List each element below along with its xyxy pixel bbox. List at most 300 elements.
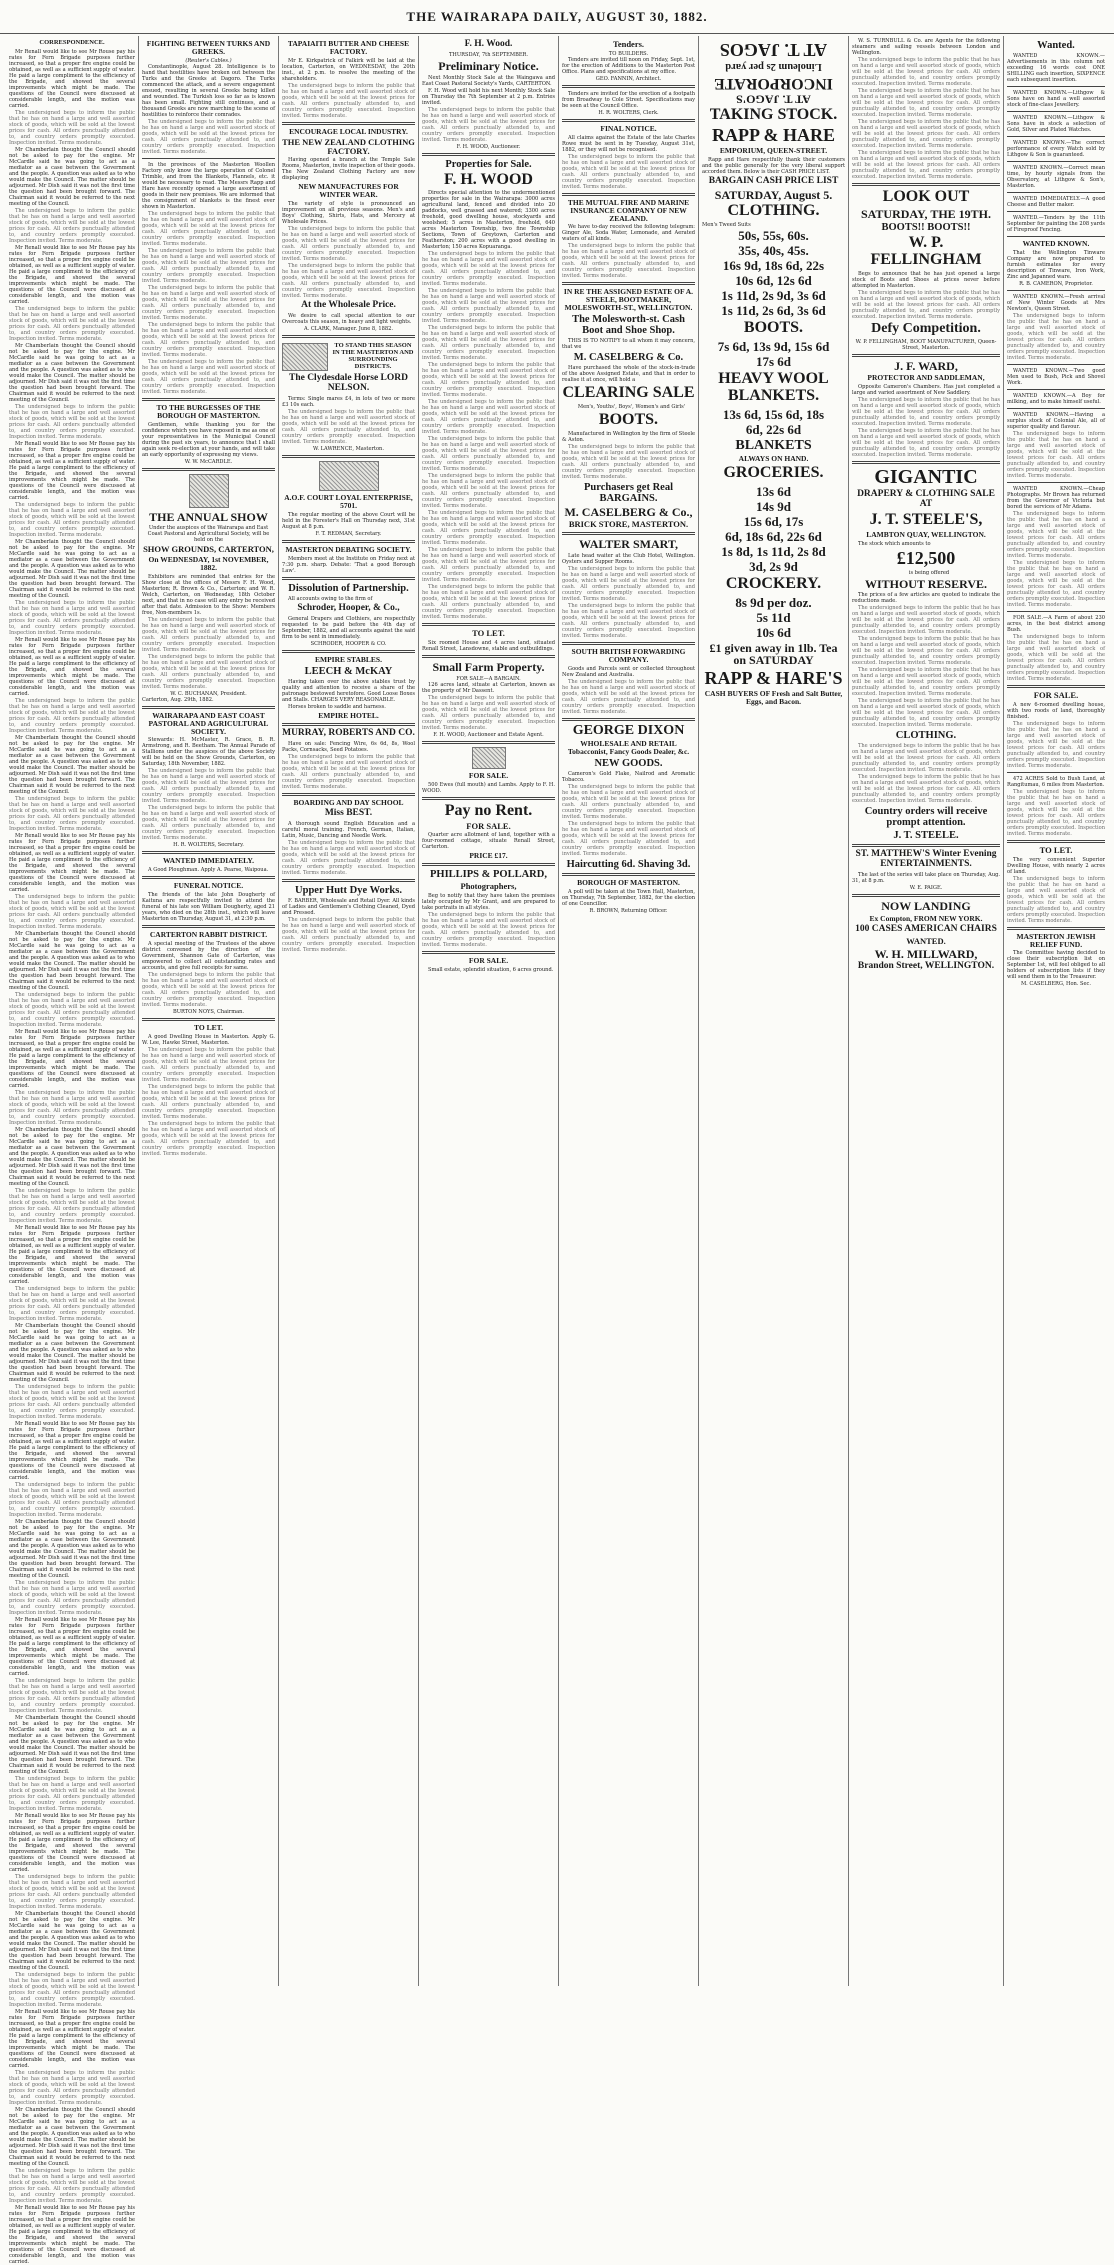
jewish-relief-title: MASTERTON JEWISH RELIEF FUND. [1016,931,1096,949]
tinware-signature: R. B. CAMERON, Proprietor. [1019,280,1093,287]
wanted-immediately-body: A Good Ploughman. Apply A. Pearse, Waipoua. [148,867,269,874]
purchasers-title: Purchasers get Real BARGAINS. [583,481,674,504]
filler-text: The undersigned begs to inform the public that he has on hand a large and well assorted stock of goods, which will be sold at the lowest prices for cash. All orders punctually attended to, and country orders promptly executed. Inspection invited. Terms moderate. [9,501,135,538]
wanted-immediately-title: WANTED IMMEDIATELY. [163,856,254,866]
divider [1007,611,1105,612]
divider [562,718,695,721]
wanted-column-title: Wanted. [1037,40,1075,51]
photographers-sub: Photographers, [460,881,517,892]
divider [852,354,1000,357]
phillips-pollard-title: PHILLIPS & POLLARD, [430,869,547,881]
rapp-hare-footer-sub: CASH BUYERS OF Fresh and Salt Butter, Eggs, and Bacon. [704,688,843,706]
correspondence-body-2: Mr Chamberlain thought the Council should not be asked to pay for the engine. Mr McCardle said he was going to act as a mediator as a case between the Government and the people. A question was asked as to who would make the Council. The matter should be adjourned. Mr Dish said it was not the first time the question had been brought forward. The Chairman said it would be referred to the next meeting of the Council. [9,2106,135,2167]
brick-store-sub: BRICK STORE, MASTERTON. [568,519,689,530]
price-line: 1s 8d, 1s 11d, 2s 8d [721,543,826,559]
wanted-ad: WANTED KNOWN.—Having a surplus stock of Colonial Ale, all of superior quality and flavour. [1007,411,1105,430]
steele-body: The stock which amounts to [858,540,931,547]
pay-no-rent-price: PRICE £17. [469,851,508,861]
small-farm-title: Small Farm Property. [432,660,545,675]
divider [1007,86,1105,87]
dissolution-body: All accounts owing to the firm of [288,596,373,603]
price-list-title: BARGAIN CASH PRICE LIST [708,175,839,186]
south-british-body: Goods and Parcels sent or collected throughout New Zealand and Australia. [562,665,695,678]
boarding-school-title: BOARDING AND DAY SCHOOL [293,797,404,807]
filler-text: The undersigned begs to inform the public that he has on hand a large and well assorted stock of goods, which will be sold at the lowest prices for cash. All orders punctually attended to, and country orders promptly executed. Inspection invited. Terms moderate. [562,678,695,715]
to-let-title: TO LET. [472,628,505,639]
new-goods-title: NEW GOODS. [594,758,663,770]
divider [1007,840,1105,843]
filler-text: The undersigned begs to inform the public that he has on hand a large and well assorted stock of goods, which will be sold at the lowest prices for cash. All orders punctually attended to, and country orders promptly executed. Inspection invited. Terms moderate. [9,599,135,636]
to-let-body: Six roomed House and 4 acres land, situated Renall Street, Lansdowne, stable and outbuildings. [422,640,555,653]
filler-text: The undersigned begs to inform the public that he has on hand a large and well assorted stock of goods, which will be sold at the lowest prices for cash. All orders punctually attended to, and country orders promptly executed. Inspection invited. Terms moderate. [9,1089,135,1126]
for-sale-title: FOR SALE. [1033,689,1079,700]
filler-text: The undersigned begs to inform the public that he has on hand a large and well assorted stock of goods, which will be sold at the lowest prices for cash. All orders punctually attended to, and country orders promptly executed. Inspection invited. Terms moderate. [9,1383,135,1420]
divider [852,844,1000,847]
filler-text: The undersigned begs to inform the public that he has on hand a large and well assorted stock of goods, which will be sold at the lowest prices for cash. All orders punctually attended to, and country orders promptly executed. Inspection invited. Terms moderate. [562,602,695,639]
filler-text: The undersigned begs to inform the public that he has on hand a large and well assorted stock of goods, which will be sold at the lowest prices for cash. All orders punctually attended to, and country orders promptly executed. Inspection invited. Terms moderate. [142,247,275,284]
ward-title: J. F. WARD, [894,358,958,373]
filler-text: The undersigned begs to inform the public that he has on hand a large and well assorted stock of goods, which will be sold at the lowest prices for cash. All orders punctually attended to, and country orders promptly executed. Inspection invited. Terms moderate. [852,774,1000,805]
boots-boots-title: BOOTS!! BOOTS!! [881,222,971,234]
filler-text: The undersigned begs to inform the public that he has on hand a large and well assorted stock of goods, which will be sold at the lowest prices for cash. All orders punctually attended to, and country orders promptly executed. Inspection invited. Terms moderate. [9,1481,135,1518]
pay-no-rent-title: Pay no Rent. [444,801,533,819]
divider [852,461,1000,464]
divider [1007,685,1105,688]
filler-text: The undersigned begs to inform the public that he has on hand a large and well assorted stock of goods, which will be sold at the lowest prices for cash. All orders punctually attended to, and country orders promptly executed. Inspection invited. Terms moderate. [422,362,555,399]
mirrored-advert-jagos-2: AT T. JAGO'S [736,92,811,107]
divider [1007,482,1105,483]
clothing-factory-title: THE NEW ZEALAND CLOTHING FACTORY. [282,136,415,156]
empire-stables-title: EMPIRE STABLES. [315,654,382,664]
divider [562,642,695,645]
defy-competition-title: Defy Competition. [871,321,981,336]
millward-title: W. H. MILLWARD, [874,946,978,961]
taking-stock-title: TAKING STOCK. [709,106,838,124]
preliminary-notice-body: Next Monthly Stock Sale at the Waingawa and East Coast Pastoral Society's Yards, CARTERTON. [422,74,555,87]
filler-text: The undersigned begs to inform the public that he has on hand a large and well assorted stock of goods, which will be sold at the lowest prices for cash. All orders punctually attended to, and country orders promptly executed. Inspection invited. Terms moderate. [282,409,415,446]
wanted-ad: WANTED KNOWN.—Correct mean time, by hourly signals from the Observatory, at Lithgow & Son's, Masterton. [1007,165,1105,190]
filler-text: The undersigned begs to inform the public that he has on hand a large and well assorted stock of goods, which will be sold at the lowest prices for cash. All orders punctually attended to, and country orders promptly executed. Inspection invited. Terms moderate. [142,210,275,247]
divider [1007,136,1105,137]
ewes-for-sale-body: 500 Ewes (full mouth) and Lambs. Apply to F. H. WOOD. [422,781,555,794]
correspondence-body-2: Mr Chamberlain thought the Council should not be asked to pay for the engine. Mr McCardle said he was going to act as a mediator as a case between the Government and the people. A question was asked as to who would make the Council. The matter should be adjourned. Mr Dish said it was not the first time the question had been brought forward. The Chairman said it would be referred to the next meeting of the Council. [9,930,135,991]
correspondence-body: Mr Renall would like to see Mr Rouse pay his rates for Fern Brigade purposes further increased, so that a proper fire engine could be obtained, as well as a sufficient supply of water. He paid a large compliment to the efficiency of the Brigade, and showed the several improvements which might be made. The questions of the Council were discussed at considerable length, and the motion was carried. [9,1812,135,1873]
filler-text: The undersigned begs to inform the public that he has on hand a large and well assorted stock of goods, which will be sold at the lowest prices for cash. All orders punctually attended to, and country orders promptly executed. Inspection invited. Terms moderate. [852,667,1000,698]
clothing-factory-body: Having opened a branch at the Temple Sale Rooms, Masterton, invite inspection of their goods. The New Zealand Clothing Factory are now displaying [282,157,415,182]
divider [142,398,275,401]
st-matthews-signature: W. E. PAIGE. [909,885,943,892]
divider [562,532,695,535]
filler-text: The undersigned begs to inform the public that he has on hand a large and well assorted stock of goods, which will be sold at the lowest prices for cash. All orders punctually attended to, and country orders promptly executed. Inspection invited. Terms moderate. [1007,559,1105,608]
filler-text: The undersigned begs to inform the public that he has on hand a large and well assorted stock of goods, which will be sold at the lowest prices for cash. All orders punctually attended to, and country orders promptly executed. Inspection invited. Terms moderate. [422,106,555,143]
millward-sub: Brandon Street, WELLINGTON. [857,961,995,972]
steele-offered: is being offered [908,569,950,576]
wholesale-signature: A. CLARK, Manager. June 8, 1882. [303,326,393,333]
crockery-section-title: CROCKERY. [725,574,822,592]
divider [422,623,555,626]
price-line: 15s 6d, 17s [743,513,804,529]
correspondence-body-2: Mr Chamberlain thought the Council should not be asked to pay for the engine. Mr McCardle said he was going to act as a mediator as a case between the Government and the people. A question was asked as to who would make the Council. The matter should be adjourned. Mr Dish said it was not the first time the question had been brought forward. The Chairman said it would be referred to the next meeting of the Council. [9,1714,135,1775]
filler-text: The undersigned begs to inform the public that he has on hand a large and well assorted stock of goods, which will be sold at the lowest prices for cash. All orders punctually attended to, and country orders promptly executed. Inspection invited. Terms moderate. [142,1083,275,1120]
price-line: 5s 11d [756,609,791,625]
society-signature: H. R. WOLTERS, Secretary. [173,842,244,849]
debating-society-title: MASTERTON DEBATING SOCIETY. [285,545,412,555]
filler-text: The undersigned begs to inform the public that he has on hand a large and well assorted stock of goods, which will be sold at the lowest prices for cash. All orders punctually attended to, and country orders promptly executed. Inspection invited. Terms moderate. [9,1873,135,1910]
without-reserve-title: WITHOUT RESERVE. [864,576,988,591]
correspondence-body: Mr Renall would like to see Mr Rouse pay his rates for Fern Brigade purposes further increased, so that a proper fire engine could be obtained, as well as a sufficient supply of water. He paid a large compliment to the efficiency of the Brigade, and showed the several improvements which might be made. The questions of the Council were discussed at considerable length, and the motion was carried. [9,1616,135,1677]
filler-text: The undersigned begs to inform the public that he has on hand a large and well assorted stock of goods, which will be sold at the lowest prices for cash. All orders punctually attended to, and country orders promptly executed. Inspection invited. Terms moderate. [1007,430,1105,479]
blankets-section-title: HEAVY WOOL BLANKETS. [718,370,829,404]
groceries-section-title: GROCERIES. [723,464,824,482]
miss-best-title: Miss BEST. [324,807,373,818]
filler-text: The undersigned begs to inform the public that he has on hand a large and well assorted stock of goods, which will be sold at the lowest prices for cash. All orders punctually attended to, and country orders promptly executed. Inspection invited. Terms moderate. [142,284,275,321]
filler-text: The undersigned begs to inform the public that he has on hand a large and well assorted stock of goods, which will be sold at the lowest prices for cash. All orders punctually attended to, and country orders promptly executed. Inspection invited. Terms moderate. [142,358,275,395]
lord-nelson-signature: W. LAWRENCE, Masterton. [313,446,384,453]
mirrored-advert-linoleum: Linoleum 2s per yard [725,60,822,72]
correspondence-body: Mr Renall would like to see Mr Rouse pay his rates for Fern Brigade purposes further increased, so that a proper fire engine could be obtained, as well as a sufficient supply of water. He paid a large compliment to the efficiency of the Brigade, and showed the several improvements which might be made. The questions of the Council were discussed at considerable length, and the motion was carried. [9,1420,135,1481]
filler-text: The undersigned begs to inform the public that he has on hand a large and well assorted stock of goods, which will be sold at the lowest prices for cash. All orders punctually attended to, and country orders promptly executed. Inspection invited. Terms moderate. [562,153,695,190]
divider [562,873,695,876]
rabbit-district-title: CARTERTON RABBIT DISTRICT. [149,930,268,940]
leech-mckay-body: Having taken over the above stables trust by quality and attention to receive a share of the patronage bestowed heretofore. Good Loose Boxes and Stalls. CHARGES VERY REASONABLE. [282,678,415,703]
price-line: 16s 9d, 18s 6d, 22s [722,258,825,274]
filler-text: The undersigned begs to inform the public that he has on hand a large and well assorted stock of goods, which will be sold at the lowest prices for cash. All orders punctually attended to, and country orders promptly executed. Inspection invited. Terms moderate. [422,325,555,362]
burgesses-title: TO THE BURGESSES OF THE BOROUGH OF MASTERTON. [156,402,261,420]
divider [562,193,695,196]
annual-show-title: THE ANNUAL SHOW [149,509,268,524]
george-dixon-sub: WHOLESALE AND RETAIL Tobacconist, Fancy Goods Dealer, &c. [567,739,690,757]
schroder-hooper-title: Schroder, Hooper, & Co., [297,603,400,614]
clearing-sale-title: CLEARING SALE [562,384,695,402]
filler-text: The undersigned begs to inform the public that he has on hand a large and well assorted stock of goods, which will be sold at the lowest prices for cash. All orders punctually attended to, and country orders promptly executed. Inspection invited. Terms moderate. [852,397,1000,428]
filler-text: The undersigned begs to inform the public that he has on hand a large and well assorted stock of goods, which will be sold at the lowest prices for cash. All orders punctually attended to, and country orders promptly executed. Inspection invited. Terms moderate. [9,1775,135,1812]
st-matthews-title: ST. MATTHEW'S Winter Evening ENTERTAINMENTS. [855,849,997,870]
new-goods-body: Cameron's Gold Flake, Nailrod and Aromatic Tobacco. [562,771,695,784]
wanted-ad: WANTED KNOWN.—Two good Men used to Bush, Pick and Shovel Work. [1007,367,1105,386]
filler-text: The undersigned begs to inform the public that he has on hand a large and well assorted stock of goods, which will be sold at the lowest prices for cash. All orders punctually attended to, and country orders promptly executed. Inspection invited. Terms moderate. [9,1579,135,1616]
divider [142,1018,275,1021]
divider [142,851,275,854]
price-line: 7s 6d, 13s 9d, 15s 6d [717,339,830,355]
steele-clothing-title: CLOTHING. [895,730,957,742]
dye-works-title: Upper Hutt Dye Works. [295,884,402,896]
to-let-title: TO LET. [1039,844,1073,855]
society-body: Stewards: H. McMaster, R. Grace, B. R. Armstrong, and R. Beetham. The Annual Parade of Stallions under the auspices of the above Society will be held on the Show Grounds, Carterton, on Saturday, 18th November, 1882. [142,737,275,768]
filler-text: The undersigned begs to inform the public that he has on hand a large and well assorted stock of goods, which will be sold at the lowest prices for cash. All orders punctually attended to, and country orders promptly executed. Inspection invited. Terms moderate. [562,565,695,602]
filler-text: The undersigned begs to inform the public that he has on hand a large and well assorted stock of goods, which will be sold at the lowest prices for cash. All orders punctually attended to, and country orders promptly executed. Inspection invited. Terms moderate. [282,226,415,263]
divider [142,468,275,471]
small-estate-title: FOR SALE. [468,956,509,966]
price-line: 35s, 40s, 45s. [738,243,809,259]
masthead [0,0,1114,34]
filler-text: The undersigned begs to inform the public that he has on hand a large and well assorted stock of goods, which will be sold at the lowest prices for cash. All orders punctually attended to, and country orders promptly executed. Inspection invited. Terms moderate. [422,473,555,510]
filler-text: The undersigned begs to inform the public that he has on hand a large and well assorted stock of goods, which will be sold at the lowest prices for cash. All orders punctually attended to, and country orders promptly executed. Inspection invited. Terms moderate. [852,605,1000,636]
divider [142,706,275,709]
burgesses-signature: W. W. McCARDLE. [184,458,233,465]
bush-land-body: 472 ACRES Sold to Bush Land, at Rangitumau, 6 miles from Masterton. [1007,775,1105,788]
foresters-emblem [319,461,379,491]
price-line: 6d, 22s 6d [745,421,802,437]
leech-mckay-title: LEECH & McKAY [304,665,393,677]
now-landing-title: NOW LANDING [881,899,971,914]
filler-text: The undersigned begs to inform the public that he has on hand a large and well assorted stock of goods, which will be sold at the lowest prices for cash. All orders punctually attended to, and country orders promptly executed. Inspection invited. Terms moderate. [1007,312,1105,361]
court-loyal-signature: F. T. REDMAN, Secretary. [315,531,382,538]
jewish-relief-signature: M. CASELBERG, Hon. Sec. [1020,981,1092,988]
correspondence-body: Mr Renall would like to see Mr Rouse pay his rates for Fern Brigade purposes further increased, so that a proper fire engine could be obtained, as well as a sufficient supply of water. He paid a large compliment to the efficiency of the Brigade, and showed the several improvements which might be made. The questions of the Council were discussed at considerable length, and the motion was carried. [9,636,135,697]
filler-text: The undersigned begs to inform the public that he has on hand a large and well assorted stock of goods, which will be sold at the lowest prices for cash. All orders punctually attended to, and country orders promptly executed. Inspection invited. Terms moderate. [142,321,275,358]
gigantic-sub: DRAPERY & CLOTHING SALE AT [857,489,995,510]
price-line: 10s 6d, 12s 6d [735,273,812,289]
filler-text: The undersigned begs to inform the public that he has on hand a large and well assorted stock of goods, which will be sold at the lowest prices for cash. All orders punctually attended to, and country orders promptly executed. Inspection invited. Terms moderate. [562,784,695,821]
fellingham-body: Begs to announce that he has just opened a large stock of Boots and Shoes at prices never before attempted in Masterton. [852,271,1000,289]
divider [1007,211,1105,212]
filler-text: The undersigned begs to inform the public that he has on hand a large and well assorted stock of goods, which will be sold at the lowest prices for cash. All orders punctually attended to, and country orders promptly executed. Inspection invited. Terms moderate. [142,616,275,653]
filler-text: The undersigned begs to inform the public that he has on hand a large and well assorted stock of goods, which will be sold at the lowest prices for cash. All orders punctually attended to, and country orders promptly executed. Inspection invited. Terms moderate. [1007,510,1105,559]
to-let-body: A good Dwelling House in Masterton. Apply G. W. Lee, Hawke Street, Masterton. [142,1033,275,1046]
small-farm-sub: FOR SALE—A BARGAIN. [456,675,521,682]
borough-title: BOROUGH OF MASTERTON. [577,878,680,888]
boots-section-title: BOOTS. [743,319,804,337]
pay-no-rent-body: Quarter acre allotment of land, together with a four-roomed cottage, situate Renall Street, Carterton. [422,832,555,851]
divider [562,119,695,122]
horse-illustration [282,343,328,371]
divider [282,723,415,726]
filler-text: The undersigned begs to inform the public that he has on hand a large and well assorted stock of goods, which will be sold at the lowest prices for cash. All orders punctually attended to, and country orders promptly executed. Inspection invited. Terms moderate. [852,428,1000,459]
filler-text: The undersigned begs to inform the public that he has on hand a large and well assorted stock of goods, which will be sold at the lowest prices for cash. All orders punctually attended to, and country orders promptly executed. Inspection invited. Terms moderate. [422,436,555,473]
tenders-signature: GEO. FANNIN, Architect. [595,75,662,82]
filler-text: The undersigned begs to inform the public that he has on hand a large and well assorted stock of goods, which will be sold at the lowest prices for cash. All orders punctually attended to, and country orders promptly executed. Inspection invited. Terms moderate. [282,753,415,790]
clothing-section-title: CLOTHING. [727,202,820,220]
filler-text: The undersigned begs to inform the public that he has on hand a large and well assorted stock of goods, which will be sold at the lowest prices for cash. All orders punctually attended to, and country orders promptly executed. Inspection invited. Terms moderate. [852,290,1000,320]
haircutting-title: Haircutting 6d. Shaving 3d. [566,859,691,871]
country-orders-title: Country orders will receive prompt attention. [864,806,988,829]
american-chairs-title: 100 CASES AMERICAN CHAIRS [855,923,997,934]
divider [282,793,415,796]
filler-text: The undersigned begs to inform the public that he has on hand a large and well assorted stock of goods, which will be sold at the lowest prices for cash. All orders punctually attended to, and country orders promptly executed. Inspection invited. Terms moderate. [852,150,1000,180]
correspondence-heading: CORRESPONDENCE. [39,39,105,46]
filler-text: The undersigned begs to inform the public that he has on hand a large and well assorted stock of goods, which will be sold at the lowest prices for cash. All orders punctually attended to, and country orders promptly executed. Inspection invited. Terms moderate. [852,88,1000,118]
miss-best-body: A thorough sound English Education and a careful moral training. French, German, Italian, Latin, Music, Dancing and Needle Work. [282,820,415,839]
filler-text: The undersigned begs to inform the public that he has on hand a large and well assorted stock of goods, which will be sold at the lowest prices for cash. All orders punctually attended to, and country orders promptly executed. Inspection invited. Terms moderate. [562,821,695,858]
small-farm-body: 126 acres land, situate at Carterton, known as the property of Mr Dassent. [422,681,555,694]
filler-text: The undersigned begs to inform the public that he has on hand a large and well assorted stock of goods, which will be sold at the lowest prices for cash. All orders punctually attended to, and country orders promptly executed. Inspection invited. Terms moderate. [9,2069,135,2106]
divider [1007,408,1105,409]
blankets-sub: ALWAYS ON HAND. [738,454,809,464]
filler-text: The undersigned begs to inform the public that he has on hand a large and well assorted stock of goods, which will be sold at the lowest prices for cash. All orders punctually attended to, and country orders promptly executed. Inspection invited. Terms moderate. [562,243,695,280]
steele-stock-value: £12,500 [896,547,956,568]
phillips-pollard-body: Beg to notify that they have taken the premises lately occupied by Mr Grant, and are prepared to take portraits in all styles. [422,893,555,912]
correspondence-body: Mr Renall would like to see Mr Rouse pay his rates for Fern Brigade purposes further increased, so that a proper fire engine could be obtained, as well as a sufficient supply of water. He paid a large compliment to the efficiency of the Brigade, and showed the several improvements which might be made. The questions of the Council were discussed at considerable length, and the motion was carried. [9,2008,135,2069]
newspaper-page [6,36,1108,2265]
rabbit-district-signature: BURTON NOYS, Chairman. [172,1009,245,1016]
filler-text: The undersigned begs to inform the public that he has on hand a large and well assorted stock of goods, which will be sold at the lowest prices for cash. All orders punctually attended to, and country orders promptly executed. Inspection invited. Terms moderate. [142,1046,275,1083]
borough-body: A poll will be taken at the Town Hall, Masterton, on Thursday, 7th September, 1882, for the election of one Councillor. [562,888,695,907]
column-5 [559,36,699,1986]
price-line: 13s 6d [755,483,792,499]
burgesses-body: Gentlemen, while thanking you for the confidence which you have reposed in me as one of your representatives in the Municipal Council during the past six years, to announce that I shall again seek re-election at your hands, and will take an early opportunity of expressing my views. [142,421,275,458]
steele-title: J. T. STEELE'S, [869,511,983,529]
divider [1007,192,1105,193]
filler-text: The undersigned begs to inform the public that he has on hand a large and well assorted stock of goods, which will be sold at the lowest prices for cash. All orders punctually attended to, and country orders promptly executed. Inspection invited. Terms moderate. [422,510,555,547]
sheep-illustration [472,747,506,769]
divider [562,85,695,88]
tea-giveaway-title: £1 given away in 1lb. Tea on SATURDAY [709,640,838,668]
wanted-title: WANTED. [906,935,946,946]
filler-text: The undersigned begs to inform the public that he has on hand a large and well assorted stock of goods, which will be sold at the lowest prices for cash. All orders punctually attended to, and country orders promptly executed. Inspection invited. Terms moderate. [9,991,135,1028]
funeral-notice-title: FUNERAL NOTICE. [173,881,244,891]
divider [1007,290,1105,291]
filler-text: The undersigned begs to inform the public that he has on hand a large and well assorted stock of goods, which will be sold at the lowest prices for cash. All orders punctually attended to, and country orders promptly executed. Inspection invited. Terms moderate. [142,805,275,842]
schroder-hooper-signature: SCHRODER, HOOPER & CO. [310,640,387,647]
filler-text: The undersigned begs to inform the public that he has on hand a large and well assorted stock of goods, which will be sold at the lowest prices for cash. All orders punctually attended to, and country orders promptly executed. Inspection invited. Terms moderate. [422,694,555,731]
lord-nelson-body: Terms: Single mares £4, in lots of two or more £3 10s each. [282,396,415,409]
rabbit-district-body: A special meeting of the Trustees of the above district convened by the direction of the Government, Shannon Gate of Carterton, was empowered to collect all outstanding rates and accounts, and give full receipts for same. [142,941,275,972]
filler-text: The undersigned begs to inform the public that he has on hand a large and well assorted stock of goods, which will be sold at the lowest prices for cash. All orders punctually attended to, and country orders promptly executed. Inspection invited. Terms moderate. [282,916,415,953]
news-source: (Reuter's Cables.) [185,57,232,64]
ewes-for-sale-title: FOR SALE. [468,770,509,780]
correspondence-body: Mr Renall would like to see Mr Rouse pay his rates for Fern Brigade purposes further increased, so that a proper fire engine could be obtained, as well as a sufficient supply of water. He paid a large compliment to the efficiency of the Brigade, and showed the several improvements which might be made. The questions of the Council were discussed at considerable length, and the motion was carried. [9,48,135,109]
rapp-hare-title: RAPP & HARE [712,125,835,146]
price-line: 8s 9d per doz. [735,594,812,610]
filler-text: The undersigned begs to inform the public that he has on hand a large and well assorted stock of goods, which will be sold at the lowest prices for cash. All orders punctually attended to, and country orders promptly executed. Inspection invited. Terms moderate. [9,207,135,244]
divider [282,577,415,580]
fh-wood-large-title: F. H. WOOD [444,170,533,188]
court-loyal-title: A.O.F. COURT LOYAL ENTERPRISE, 5701. [284,493,413,511]
st-matthews-body: The last of the series will take place on Thursday, Aug. 31, at 8 p.m. [852,872,1000,885]
news-body-woollen: In the provinces of the Masterton Woollen Factory only know the large operation of Colonel Trimble, and from the Blankets, Flannels, etc. it would be necessary to read. The Messrs Rapp and Hare have recently opened a large assortment of goods in their new premises. We are informed that the consignment of blankets is the finest ever shown in Masterton. [142,161,275,210]
divider [282,879,415,882]
filler-text: The undersigned begs to inform the public that he has on hand a large and well assorted stock of goods, which will be sold at the lowest prices for cash. All orders punctually attended to, and country orders promptly executed. Inspection invited. Terms moderate. [9,2167,135,2204]
dye-works-body: F. BARBER, Wholesale and Retail Dyer. All kinds of Ladies and Gentlemen's Clothing Cleaned, Dyed and Pressed. [282,897,415,916]
divider [1007,364,1105,365]
show-signature: W. C. BUCHANAN, President. [170,690,247,697]
filler-text: The undersigned begs to inform the public that he has on hand a large and well assorted stock of goods, which will be sold at the lowest prices for cash. All orders punctually attended to, and country orders promptly executed. Inspection invited. Terms moderate. [9,403,135,440]
filler-text: The undersigned begs to inform the public that he has on hand a large and well assorted stock of goods, which will be sold at the lowest prices for cash. All orders punctually attended to, and country orders promptly executed. Inspection invited. Terms moderate. [1007,788,1105,837]
filler-text: The undersigned begs to inform the public that he has on hand a large and well assorted stock of goods, which will be sold at the lowest prices for cash. All orders punctually attended to, and country orders promptly executed. Inspection invited. Terms moderate. [422,288,555,325]
rapp-hare-footer-title: RAPP & HARE'S [704,667,843,688]
stock-sale-signature: F. H. WOOD, Auctioneer. [456,143,521,150]
wanted-ad: WANTED.—Tenders by the 11th September for painting the 208 yards of Fireproof Fencing. [1007,215,1105,234]
correspondence-body: Mr Renall would like to see Mr Rouse pay his rates for Fern Brigade purposes further increased, so that a proper fire engine could be obtained, as well as a sufficient supply of water. He paid a large compliment to the efficiency of the Brigade, and showed the several improvements which might be made. The questions of the Council were discussed at considerable length, and the motion was carried. [9,1224,135,1285]
wanted-ad: WANTED KNOWN.—A Boy for milking, and to make himself useful. [1007,392,1105,405]
court-loyal-body: The regular meeting of the above Court will be held in the Forester's Hall on Thursday next, 31st August at 8 p.m. [282,512,415,531]
jewish-relief-body: The Committee having decided to close their subscription list on September 1st, will feel obliged to all holders of subscription lists if they will send them in to the Treasurer. [1007,950,1105,981]
filler-text: The undersigned begs to inform the public that he has on hand a large and well assorted stock of goods, which will be sold at the lowest prices for cash. All orders punctually attended to, and country orders promptly executed. Inspection invited. Terms moderate. [9,795,135,832]
filler-text: The undersigned begs to inform the public that he has on hand a large and well assorted stock of goods, which will be sold at the lowest prices for cash. All orders punctually attended to, and country orders promptly executed. Inspection invited. Terms moderate. [9,109,135,146]
blankets-title: BLANKETS [735,437,812,453]
final-notice-body: All claims against the Estate of the late Charles Rowe must be sent in by Tuesday, August 31st, 1882, or they will not be recognised. [562,134,695,153]
correspondence-body-2: Mr Chamberlain thought the Council should not be asked to pay for the engine. Mr McCardle said he was going to act as a mediator as a case between the Government and the people. A question was asked as to who would make the Council. The matter should be adjourned. Mr Dish said it was not the first time the question had been brought forward. The Chairman said it would be referred to the next meeting of the Council. [9,146,135,207]
divider [142,925,275,928]
divider [282,455,415,458]
column-1 [6,36,139,2265]
divider [282,650,415,653]
divider [282,335,415,338]
divider [422,741,555,744]
show-date-line: Carterton, Aug. 29th, 1882. [142,696,214,703]
filler-text: The undersigned begs to inform the public that he has on hand a large and well assorted stock of goods, which will be sold at the lowest prices for cash. All orders punctually attended to, and country orders promptly executed. Inspection invited. Terms moderate. [9,1285,135,1322]
filler-text: The undersigned begs to inform the public that he has on hand a large and well assorted stock of goods, which will be sold at the lowest prices for cash. All orders punctually attended to, and country orders promptly executed. Inspection invited. Terms moderate. [142,653,275,690]
fh-wood-title: F. H. Wood. [464,39,513,49]
mirrored-advert-jagos: AT T. JAGOS [719,39,828,60]
south-british-title: SOUTH BRITISH FORWARDING COMPANY. [571,646,686,664]
to-let-body: The very convenient Superior Dwelling House, with nearly 2 acres of land. [1007,856,1105,875]
wanted-ad: WANTED KNOWN.—Advertisements in this column not exceeding 16 words cost ONE SHILLING each insertion, SIXPENCE each subsequent insertion. [1007,53,1105,84]
wanted-ad: FOR SALE.—A Farm of about 230 acres, in the best district among Bush. [1007,614,1105,633]
schroder-hooper-body: General Drapers and Clothiers, are respectfully requested to be paid before the 4th day of September, 1882, and all accounts against the said firm to be sent in immediately. [282,615,415,640]
rapp-hare-body: Rapp and Hare respectfully thank their customers and the public generally for the very liberal support accorded them. Below is their CASH PRICE LIST. [702,156,845,175]
butter-factory-title: TAPAIAITI BUTTER AND CHEESE FACTORY. [287,39,410,56]
for-sale-body: A new 6-roomed dwelling house, with two roods of land, thoroughly finished. [1007,701,1105,720]
show-date: On WEDNESDAY, 1st NOVEMBER, 1882. [148,555,269,572]
mutual-fire-body: We have to-day received the following telegram: Ginger Ale, Soda Water, Lemonade, and Aerated waters of all kinds. [562,224,695,243]
filler-text: The undersigned begs to inform the public that he has on hand a large and well assorted stock of goods, which will be sold at the lowest prices for cash. All orders punctually attended to, and country orders promptly executed. Inspection invited. Terms moderate. [9,1971,135,2008]
correspondence-body: Mr Renall would like to see Mr Rouse pay his rates for Fern Brigade purposes further increased, so that a proper fire engine could be obtained, as well as a sufficient supply of water. He paid a large compliment to the efficiency of the Brigade, and showed the several improvements which might be made. The questions of the Council were discussed at considerable length, and the motion was carried. [9,832,135,893]
boots-body: Manufactured in Wellington by the firm of Steele & Aston. [562,430,695,443]
small-estate-body: Small estate, splendid situation, 6 acres ground. [428,967,554,974]
saturday-title: SATURDAY, THE 19TH. [860,206,992,221]
correspondence-body-2: Mr Chamberlain thought the Council should not be asked to pay for the engine. Mr McCardle said he was going to act as a mediator as a case between the Government and the people. A question was asked as to who would make the Council. The matter should be adjourned. Mr Dish said it was not the first time the question had been brought forward. The Chairman said it would be referred to the next meeting of the Council. [9,1126,135,1187]
winter-wear-body: The variety of style is pronounced an improvement on all previous seasons. Men's and Boys' Clothing, Shirts, Hats, and Mercery at Wholesale Prices. [282,201,415,226]
column-7 [849,36,1004,1986]
column-4 [419,36,559,1986]
filler-text: The undersigned begs to inform the public that he has on hand a large and well assorted stock of goods, which will be sold at the lowest prices for cash. All orders punctually attended to, and country orders promptly executed. Inspection invited. Terms moderate. [852,743,1000,774]
pay-no-rent-sub: FOR SALE. [466,820,511,831]
tenders-sub: TO BUILDERS. [608,50,649,57]
wanted-ad: WANTED KNOWN.—The correct performance of every Watch sold by Lithgow & Son is guaranteed. [1007,140,1105,159]
filler-text: The undersigned begs to inform the public that he has on hand a large and well assorted stock of goods, which will be sold at the lowest prices for cash. All orders punctually attended to, and country orders promptly executed. Inspection invited. Terms moderate. [852,57,1000,87]
divider [1007,389,1105,390]
properties-title: Properties for Sale. [445,158,532,170]
price-line: 14s 9d [755,498,792,514]
divider [422,655,555,658]
filler-text: The undersigned begs to inform the public that he has on hand a large and well assorted stock of goods, which will be sold at the lowest prices for cash. All orders punctually attended to, and country orders promptly executed. Inspection invited. Terms moderate. [282,82,415,119]
wanted-ad: WANTED KNOWN.—Fresh arrival of New Winter Goods at Mrs Newton's, Queen Street. [1007,293,1105,312]
now-landing-sub: Ex Compton, FROM NEW YORK. [869,913,983,923]
tenders-body: Tenders are invited till noon on Friday, Sept. 1st, for the erection of Additions to the Masterton Post Office. Plans and specifications at my office. [562,56,695,75]
divider [1007,161,1105,162]
stock-sale-body: F. H. Wood will hold his next Monthly Stock Sale on Thursday the 7th September at 2 p.m. Entries invited. [422,87,555,106]
correspondence-body: Mr Renall would like to see Mr Rouse pay his rates for Fern Brigade purposes further increased, so that a proper fire engine could be obtained, as well as a sufficient supply of water. He paid a large compliment to the efficiency of the Brigade, and showed the several improvements which might be made. The questions of the Council were discussed at considerable length, and the motion was carried. [9,2204,135,2265]
column-3 [279,36,419,1986]
show-body: Exhibitors are reminded that entries for the Show close at the offices of Messrs F. H. Wood, Masterton; R. Brown & Co., Carterton; and W. R. Welch, Carterton, on Wednesday, 18th October next, and that in no case will any entry be received after that date. Admission to the Show: Members free, Non-members 1s. [142,573,275,616]
without-reserve-body: The prices of a few articles are quoted to indicate the reductions made. [852,592,1000,605]
molesworth-title: The Molesworth-st. Cash Boot and Shoe Shop. [572,314,685,337]
funeral-notice-body: The friends of the late John Dougherty of Kaituna are respectfully invited to attend the funeral of his late son William Dougherty, aged 21 years, who died on the 28th inst., which will leave Masterton on Thursday, August 31, at 2:30 p.m. [142,892,275,923]
divider [852,183,1000,186]
lord-nelson-title: The Clydesdale Horse LORD NELSON. [288,373,408,394]
filler-text: The undersigned begs to inform the public that he has on hand a large and well assorted stock of goods, which will be sold at the lowest prices for cash. All orders punctually attended to, and country orders promptly executed. Inspection invited. Terms moderate. [422,399,555,436]
news-title-fighting: FIGHTING BETWEEN TURKS AND GREEKS. [146,39,271,56]
wanted-ad: WANTED IMMEDIATELY.—A good Cheese and Butter maker. [1007,196,1105,209]
steele-sub: LAMBTON QUAY, WELLINGTON. [866,529,986,539]
filler-text: The undersigned begs to inform the public that he has on hand a large and well assorted stock of goods, which will be sold at the lowest prices for cash. All orders punctually attended to, and country orders promptly executed. Inspection invited. Terms moderate. [282,263,415,300]
price-list-date: SATURDAY, August 5. [714,187,833,202]
footpath-signature: H. R. WOLTERS, Clerk. [598,109,659,116]
filler-text: The undersigned begs to inform the public that he has on hand a large and well assorted stock of goods, which will be sold at the lowest prices for cash. All orders punctually attended to, and country orders promptly executed. Inspection invited. Terms moderate. [142,768,275,805]
divider [282,122,415,125]
price-line: 3d, 2s 9d [749,558,798,574]
divider [142,876,275,879]
molesworth-body: THIS IS TO NOTIFY to all whom it may concern, that we [562,338,695,351]
preliminary-notice-title: Preliminary Notice. [438,58,539,73]
price-line: 1s 11d, 2s 9d, 3s 6d [721,288,826,304]
clearing-sale-body: Men's, Youths', Boys', Women's and Girls' [577,403,686,410]
column-6 [699,36,849,1986]
murray-roberts-body: Have on sale: Fencing Wire, 6s 6d, 8s, Wool Packs, Cornsacks, Seed Potatoes. [282,740,415,753]
gigantic-title: GIGANTIC [874,466,978,489]
divider [282,540,415,543]
